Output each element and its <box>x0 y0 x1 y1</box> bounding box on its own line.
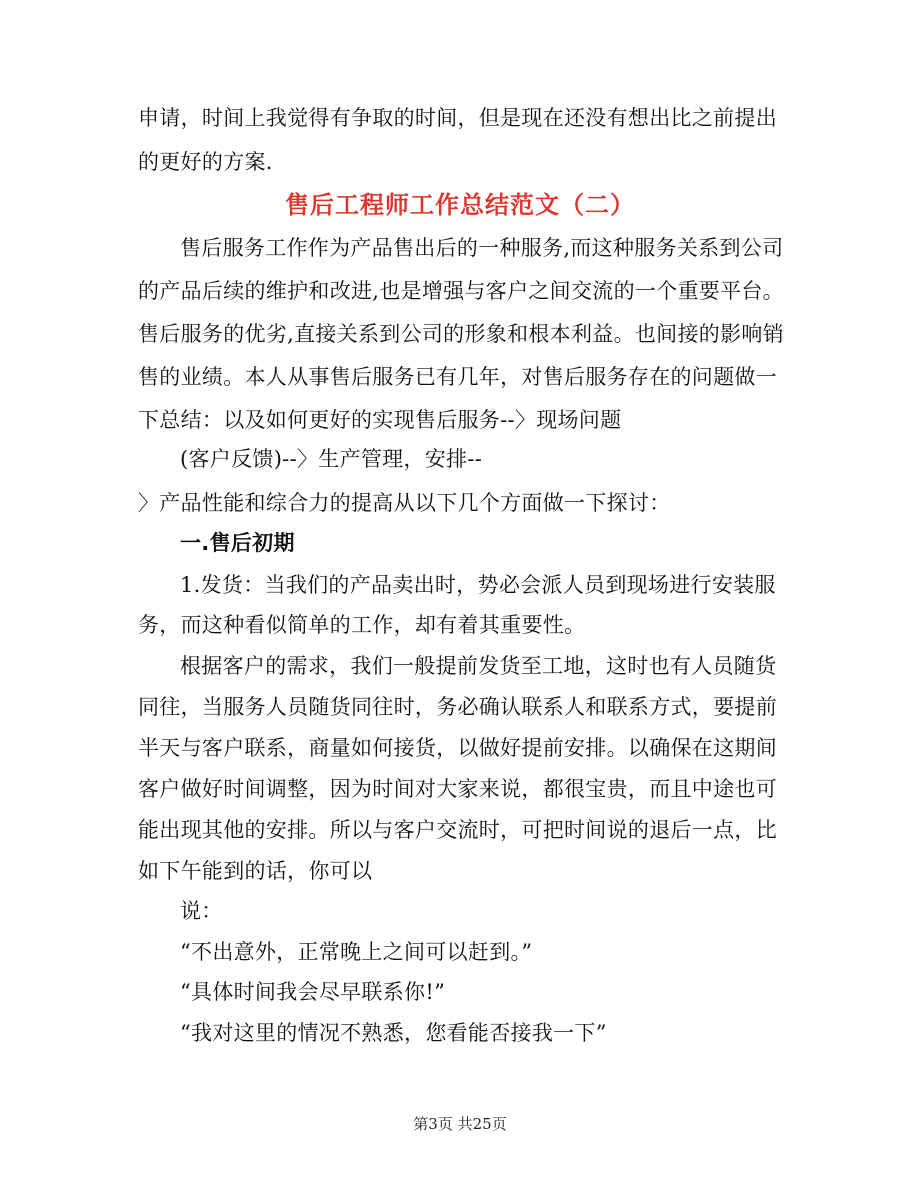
text-line: (客户反馈)--〉生产管理，安排-- <box>180 447 483 471</box>
text-line: 的产品后续的维护和改进,也是增强与客户之间交流的一个重要平台。 <box>138 279 784 303</box>
text-line: 下总结：以及如何更好的实现售后服务--〉现场问题 <box>138 408 622 432</box>
quote-line: “我对这里的情况不熟悉，您看能否接我一下” <box>180 1021 607 1045</box>
text-line: 半天与客户联系，商量如何接货，以做好提前安排。以确保在这期间 <box>138 736 777 760</box>
section-title: 售后工程师工作总结范文（二） <box>285 191 635 219</box>
text-line: 务，而这种看似简单的工作，却有着其重要性。 <box>138 613 586 637</box>
text-line: 1.发货：当我们的产品卖出时，势必会派人员到现场进行安装服 <box>180 573 776 597</box>
text-line: 同往，当服务人员随货同往时，务必确认联系人和联系方式，要提前 <box>138 695 777 719</box>
quote-line: “不出意外，正常晚上之间可以赶到。” <box>180 940 533 964</box>
text-line: 售的业绩。本人从事售后服务已有几年，对售后服务存在的问题做一 <box>138 365 777 389</box>
subsection-heading: 一.售后初期 <box>180 531 295 555</box>
text-line: 如下午能到的话，你可以 <box>138 859 373 883</box>
text-line: 申请，时间上我觉得有争取的时间，但是现在还没有想出比之前提出 <box>138 106 777 130</box>
text-line: 售后服务工作作为产品售出后的一种服务,而这种服务关系到公司 <box>180 236 784 260</box>
page-number: 第3页 共25页 <box>413 1115 507 1133</box>
text-line: 售后服务的优劣,直接关系到公司的形象和根本利益。也间接的影响销 <box>138 322 784 346</box>
text-line: 说： <box>180 899 223 923</box>
text-line: 客户做好时间调整，因为时间对大家来说，都很宝贵，而且中途也可 <box>138 777 777 801</box>
text-line: 根据客户的需求，我们一般提前发货至工地，这时也有人员随货 <box>180 654 777 678</box>
text-line: 〉产品性能和综合力的提高从以下几个方面做一下探讨： <box>138 491 671 515</box>
quote-line: “具体时间我会尽早联系你!” <box>180 980 446 1004</box>
text-line: 能出现其他的安排。所以与客户交流时，可把时间说的退后一点，比 <box>138 818 777 842</box>
text-line: 的更好的方案. <box>138 150 273 174</box>
